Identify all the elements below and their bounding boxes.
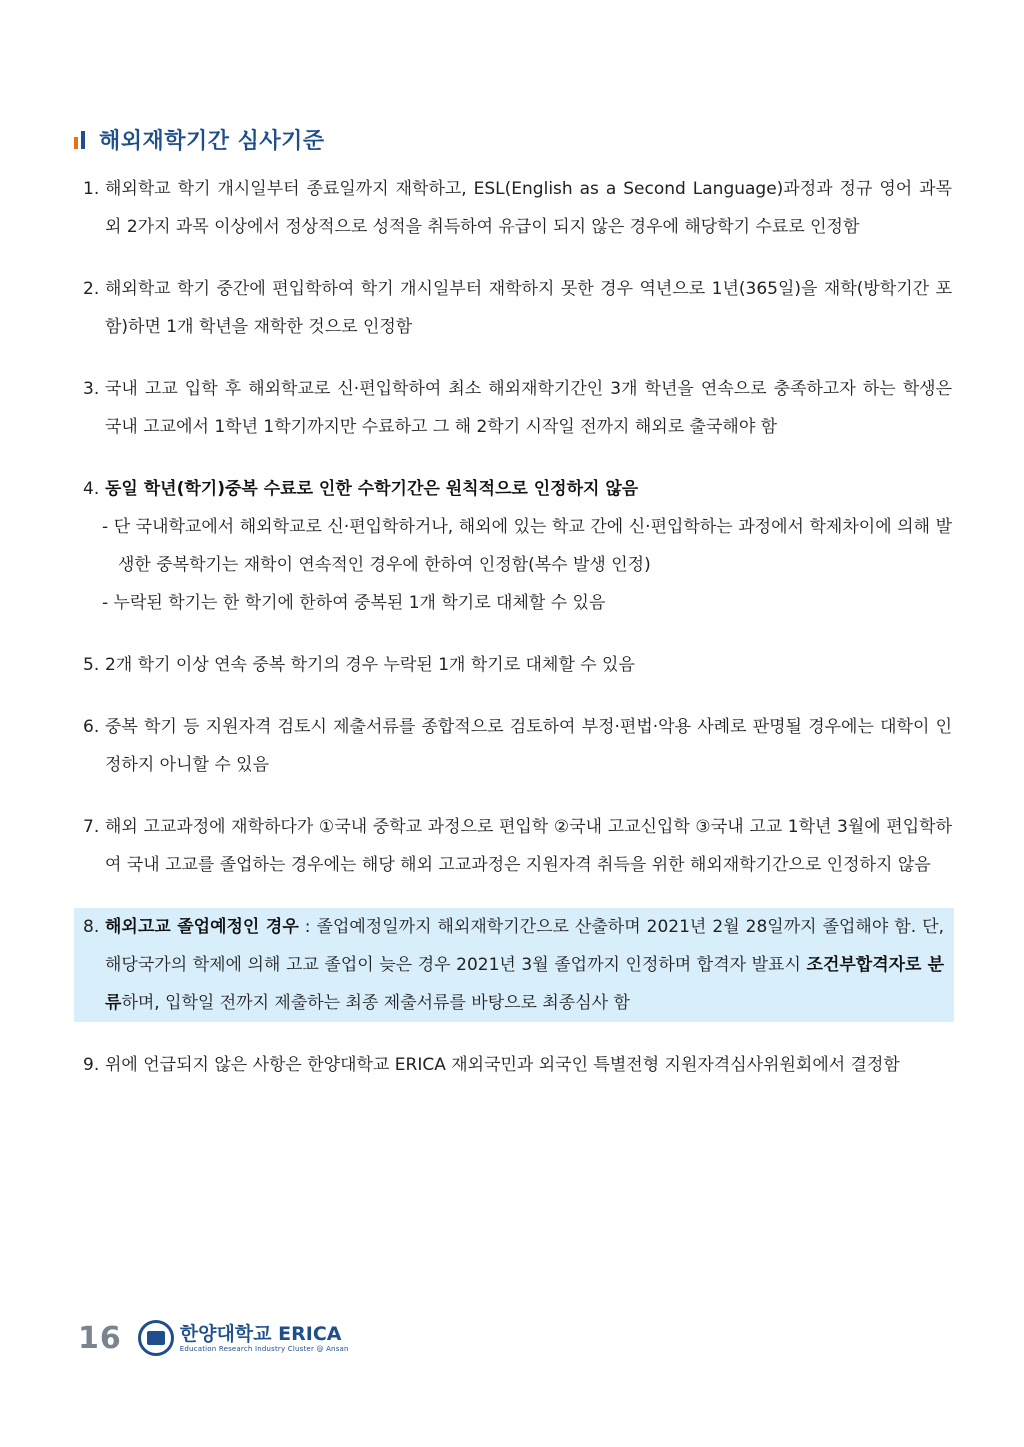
criteria-list — [80, 170, 952, 1108]
item-text: 해외학교 학기 중간에 편입학하여 학기 개시일부터 재학하지 못한 경우 역년으로 1년(365일)을 재학(방학기간 포함)하면 1개 학년을 재학한 것으로 인정함 — [105, 279, 952, 337]
page-number: 16 — [78, 1320, 122, 1356]
logo-subtitle: Education Research Industry Cluster @ Ansan — [179, 1344, 349, 1353]
list-item — [80, 270, 952, 346]
item-number: 6. — [83, 717, 100, 737]
item-text: 중복 학기 등 지원자격 검토시 제출서류를 종합적으로 검토하여 부정·편법·악용 사례로 판명될 경우에는 대학이 인정하지 아니할 수 있음 — [105, 717, 952, 775]
list-item — [80, 646, 952, 684]
item-number: 8. — [83, 917, 100, 937]
item-text: 해외 고교과정에 재학하다가 ①국내 중학교 과정으로 편입학 ②국내 고교신입학 ③국내 고교 1학년 3월에 편입학하여 국내 고교를 졸업하는 경우에는 해당 해외 고교과정은 지원자격 취득을 위한 해외재학기간으로 인정하지 않음 — [105, 817, 952, 875]
page-footer — [78, 1320, 349, 1356]
item-number: 7. — [83, 817, 100, 837]
item-bold-text: 동일 학년(학기)중복 수료로 인한 수학기간은 원칙적으로 인정하지 않음 — [105, 479, 639, 499]
highlighted-list-item — [74, 908, 954, 1022]
list-item — [80, 708, 952, 784]
list-item — [80, 470, 952, 622]
item-bold-text: 조건부합격자로 분류 — [105, 955, 944, 1013]
item-number: 5. — [83, 655, 100, 675]
page-title: 해외재학기간 심사기준 — [99, 129, 325, 154]
item-number: 4. — [83, 479, 100, 499]
university-logo — [180, 1323, 349, 1354]
list-item — [80, 170, 952, 246]
item-number: 1. — [83, 179, 100, 199]
heading-marker-icon — [74, 131, 85, 149]
item-text: 국내 고교 입학 후 해외학교로 신·편입학하여 최소 해외재학기간인 3개 학년을 연속으로 충족하고자 하는 학생은 국내 고교에서 1학년 1학기까지만 수료하고 그 해 2학기 시작일 전까지 해외로 출국해야 함 — [105, 379, 952, 437]
logo-name: 한양대학교 ERICA — [179, 1322, 342, 1345]
item-text: 2개 학기 이상 연속 중복 학기의 경우 누락된 1개 학기로 대체할 수 있음 — [105, 655, 635, 675]
sub-item: - 단 국내학교에서 해외학교로 신·편입학하거나, 해외에 있는 학교 간에 신·편입학하는 과정에서 학제차이에 의해 발생한 중복학기는 재학이 연속적인 경우에 한하여 인정함(복수 발생 인정) — [102, 517, 952, 575]
list-item — [80, 1046, 952, 1084]
item-text: 하며, 입학일 전까지 제출하는 최종 제출서류를 바탕으로 최종심사 함 — [121, 993, 630, 1013]
item-number: 2. — [83, 279, 100, 299]
list-item — [80, 370, 952, 446]
list-item — [80, 808, 952, 884]
sub-item: - 누락된 학기는 한 학기에 한하여 중복된 1개 학기로 대체할 수 있음 — [102, 593, 606, 613]
section-heading — [74, 124, 325, 155]
hanyang-seal-icon — [138, 1320, 174, 1356]
item-text: : 졸업예정일까지 해외재학기간으로 산출하며 2021년 2월 28일까지 졸업해야 함. 단, 해당국가의 학제에 의해 고교 졸업이 늦은 경우 2021년 3월 졸업까지 인정하며 합격자 발표시 — [105, 917, 944, 975]
item-text: 해외학교 학기 개시일부터 종료일까지 재학하고, ESL(English as a Second Language)과정과 정규 영어 과목 외 2가지 과목 이상에서 정상적으로 성적을 취득하여 유급이 되지 않은 경우에 해당학기 수료로 인정함 — [105, 179, 952, 237]
item-number: 9. — [83, 1055, 100, 1075]
item-number: 3. — [83, 379, 100, 399]
item-bold-text: 해외고교 졸업예정인 경우 — [105, 917, 299, 937]
item-text: 위에 언급되지 않은 사항은 한양대학교 ERICA 재외국민과 외국인 특별전형 지원자격심사위원회에서 결정함 — [105, 1055, 900, 1075]
